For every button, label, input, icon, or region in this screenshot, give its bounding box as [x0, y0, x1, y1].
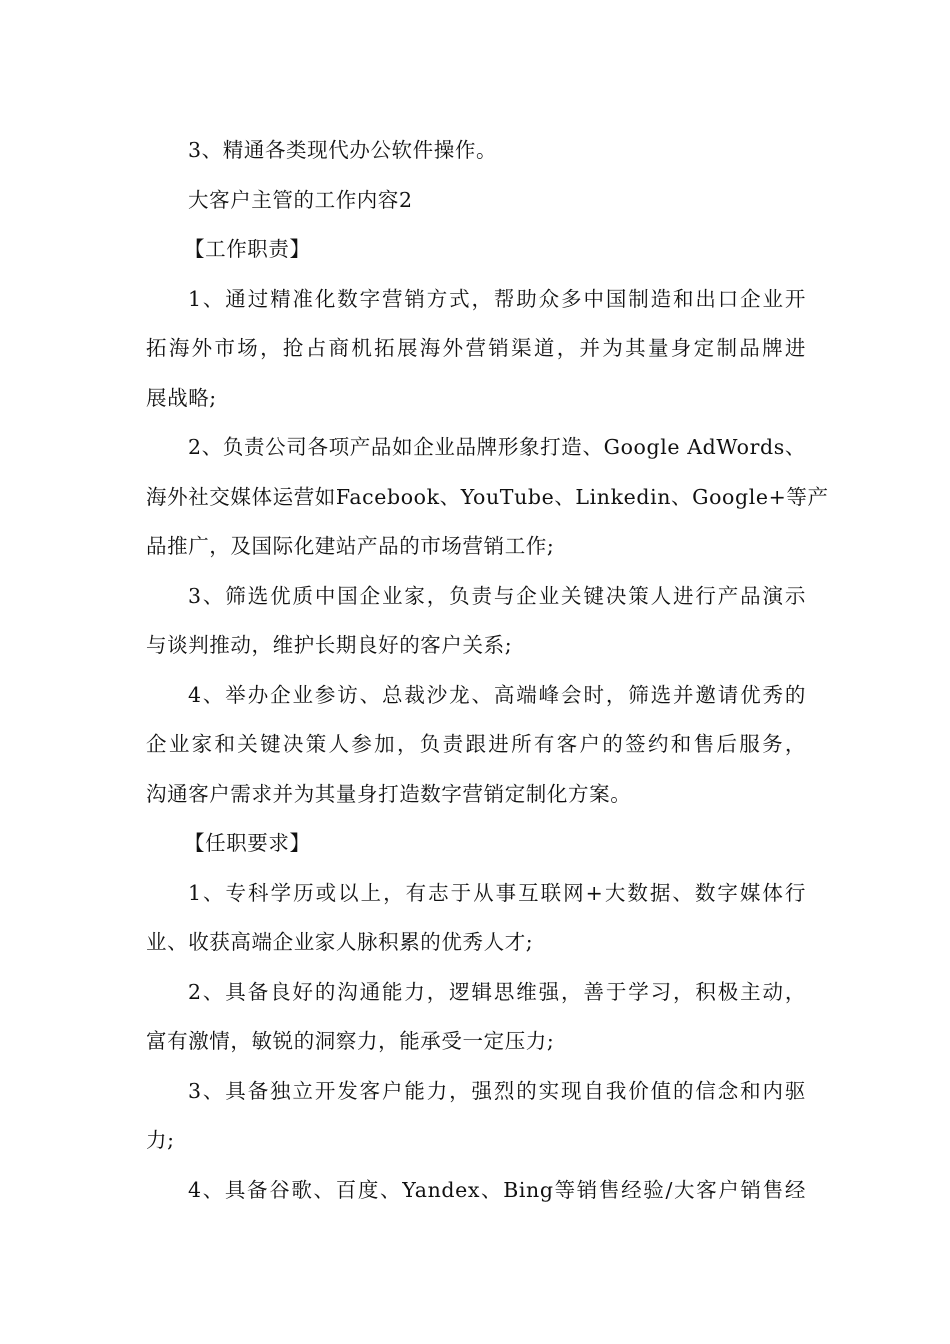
- subheading-requirements: 【任职要求】: [184, 831, 311, 855]
- text-line: 沟通客户需求并为其量身打造数字营销定制化方案。: [146, 781, 632, 806]
- text-line: 展战略;: [146, 385, 217, 410]
- text-line: 4、具备谷歌、百度、Yandex、Bing等销售经验/大客户销售经: [188, 1177, 806, 1202]
- document-body: [146, 126, 829, 1215]
- text-line: 力;: [146, 1128, 175, 1152]
- text-line: 1、通过精准化数字营销方式，帮助众多中国制造和出口企业开: [188, 286, 806, 311]
- subheading-duties: 【工作职责】: [184, 237, 311, 261]
- text-line: 2、负责公司各项产品如企业品牌形象打造、Google AdWords、: [188, 435, 806, 459]
- text-line: 2、具备良好的沟通能力，逻辑思维强，善于学习，积极主动，: [188, 979, 806, 1004]
- text-line: 3、精通各类现代办公软件操作。: [188, 138, 498, 162]
- text-line: 品推广，及国际化建站产品的市场营销工作;: [146, 534, 555, 558]
- text-line: 3、具备独立开发客户能力，强烈的实现自我价值的信念和内驱: [188, 1078, 806, 1103]
- text-line: 3、筛选优质中国企业家，负责与企业关键决策人进行产品演示: [188, 583, 806, 608]
- text-line: 1、专科学历或以上，有志于从事互联网+大数据、数字媒体行: [188, 880, 806, 905]
- text-line: 与谈判推动，维护长期良好的客户关系;: [146, 633, 513, 657]
- text-line: 拓海外市场，抢占商机拓展海外营销渠道，并为其量身定制品牌进: [146, 336, 806, 360]
- text-line: 富有激情，敏锐的洞察力，能承受一定压力;: [146, 1029, 555, 1053]
- section-heading: 大客户主管的工作内容2: [188, 187, 413, 212]
- text-line: 海外社交媒体运营如Facebook、YouTube、Linkedin、Google+等产: [146, 484, 829, 509]
- text-line: 业、收获高端企业家人脉积累的优秀人才;: [146, 930, 534, 954]
- text-line: 4、举办企业参访、总裁沙龙、高端峰会时，筛选并邀请优秀的: [188, 682, 806, 707]
- text-line: 企业家和关键决策人参加，负责跟进所有客户的签约和售后服务，: [146, 732, 806, 756]
